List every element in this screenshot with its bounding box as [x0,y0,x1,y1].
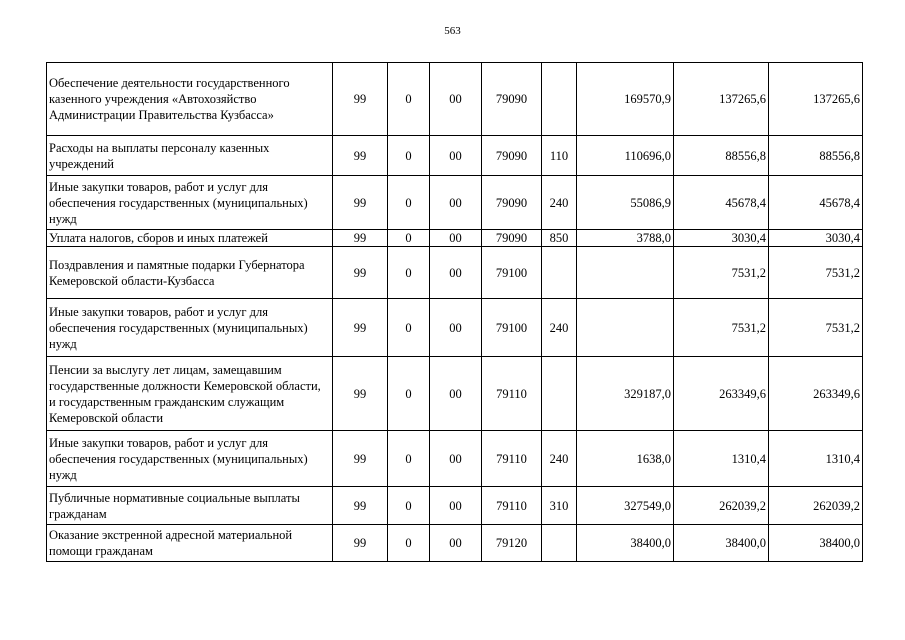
code-subsection: 0 [388,525,430,562]
code-expense-type: 240 [542,431,577,487]
row-name: Иные закупки товаров, работ и услуг для обеспечения государственных (муниципальных) нужд [47,176,333,230]
code-program: 00 [430,357,482,431]
amount-year-2: 45678,4 [674,176,769,230]
table-row [47,247,863,299]
code-program: 00 [430,299,482,357]
code-direction: 79100 [482,247,542,299]
code-program: 00 [430,487,482,525]
code-section: 99 [333,299,388,357]
table-row [47,431,863,487]
table-row [47,176,863,230]
code-direction: 79090 [482,230,542,247]
code-direction: 79110 [482,357,542,431]
code-expense-type [542,357,577,431]
amount-year-2: 263349,6 [674,357,769,431]
code-program: 00 [430,247,482,299]
amount-year-1 [577,247,674,299]
code-direction: 79090 [482,176,542,230]
amount-year-3: 7531,2 [769,247,863,299]
row-name: Расходы на выплаты персоналу казенных учреждений [47,136,333,176]
code-section: 99 [333,525,388,562]
code-section: 99 [333,136,388,176]
amount-year-2: 88556,8 [674,136,769,176]
row-name: Иные закупки товаров, работ и услуг для обеспечения государственных (муниципальных) нужд [47,299,333,357]
code-direction: 79110 [482,431,542,487]
amount-year-2: 137265,6 [674,63,769,136]
code-program: 00 [430,176,482,230]
code-section: 99 [333,63,388,136]
code-expense-type [542,525,577,562]
code-subsection: 0 [388,357,430,431]
code-program: 00 [430,136,482,176]
code-expense-type [542,63,577,136]
amount-year-2: 1310,4 [674,431,769,487]
code-subsection: 0 [388,136,430,176]
table-row [47,299,863,357]
code-section: 99 [333,176,388,230]
amount-year-3: 137265,6 [769,63,863,136]
table-row [47,63,863,136]
row-name: Уплата налогов, сборов и иных платежей [47,230,333,247]
code-subsection: 0 [388,63,430,136]
code-subsection: 0 [388,299,430,357]
amount-year-1: 329187,0 [577,357,674,431]
code-direction: 79110 [482,487,542,525]
code-direction: 79120 [482,525,542,562]
amount-year-3: 262039,2 [769,487,863,525]
amount-year-1: 169570,9 [577,63,674,136]
code-subsection: 0 [388,176,430,230]
code-program: 00 [430,63,482,136]
amount-year-1: 110696,0 [577,136,674,176]
table-row [47,357,863,431]
amount-year-2: 262039,2 [674,487,769,525]
budget-table [46,62,863,562]
code-section: 99 [333,431,388,487]
code-expense-type: 310 [542,487,577,525]
table-row [47,525,863,562]
table-row [47,136,863,176]
amount-year-3: 1310,4 [769,431,863,487]
code-subsection: 0 [388,431,430,487]
code-section: 99 [333,247,388,299]
code-section: 99 [333,230,388,247]
amount-year-3: 45678,4 [769,176,863,230]
code-expense-type [542,247,577,299]
code-subsection: 0 [388,247,430,299]
table-row [47,230,863,247]
amount-year-3: 3030,4 [769,230,863,247]
row-name: Публичные нормативные социальные выплаты гражданам [47,487,333,525]
amount-year-2: 38400,0 [674,525,769,562]
code-direction: 79090 [482,136,542,176]
code-expense-type: 240 [542,299,577,357]
amount-year-3: 263349,6 [769,357,863,431]
code-program: 00 [430,525,482,562]
amount-year-3: 88556,8 [769,136,863,176]
row-name: Обеспечение деятельности государственного казенного учреждения «Автохозяйство Администрации Правительства Кузбасса» [47,63,333,136]
code-direction: 79090 [482,63,542,136]
amount-year-1 [577,299,674,357]
page-number: 563 [444,25,461,37]
code-direction: 79100 [482,299,542,357]
code-section: 99 [333,487,388,525]
row-name: Оказание экстренной адресной материальной помощи гражданам [47,525,333,562]
amount-year-2: 7531,2 [674,247,769,299]
amount-year-3: 7531,2 [769,299,863,357]
code-subsection: 0 [388,230,430,247]
amount-year-2: 3030,4 [674,230,769,247]
amount-year-1: 38400,0 [577,525,674,562]
code-expense-type: 110 [542,136,577,176]
row-name: Иные закупки товаров, работ и услуг для обеспечения государственных (муниципальных) нужд [47,431,333,487]
amount-year-1: 55086,9 [577,176,674,230]
amount-year-1: 3788,0 [577,230,674,247]
code-program: 00 [430,230,482,247]
amount-year-1: 1638,0 [577,431,674,487]
code-expense-type: 240 [542,176,577,230]
amount-year-2: 7531,2 [674,299,769,357]
amount-year-3: 38400,0 [769,525,863,562]
row-name: Поздравления и памятные подарки Губернатора Кемеровской области-Кузбасса [47,247,333,299]
code-section: 99 [333,357,388,431]
table-row [47,487,863,525]
code-subsection: 0 [388,487,430,525]
amount-year-1: 327549,0 [577,487,674,525]
code-expense-type: 850 [542,230,577,247]
row-name: Пенсии за выслугу лет лицам, замещавшим государственные должности Кемеровской области, и государственным гражданским служащим Кемеровской области [47,357,333,431]
code-program: 00 [430,431,482,487]
